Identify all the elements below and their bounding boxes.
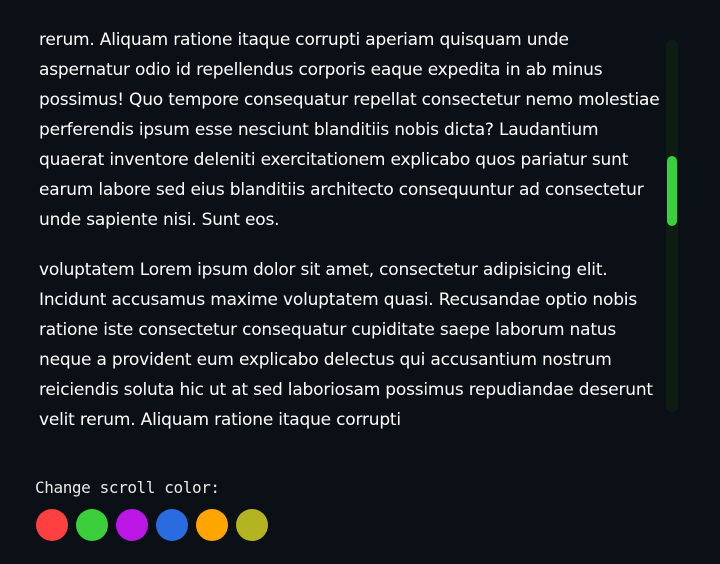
scrollbar-track[interactable] [666,40,678,412]
color-swatch-orange[interactable] [196,509,228,541]
color-picker-label: Change scroll color: [35,478,220,497]
color-swatch-olive[interactable] [236,509,268,541]
scroll-content [39,25,661,455]
color-swatch-green[interactable] [76,509,108,541]
color-swatch-group [36,509,268,541]
paragraph: voluptatem Lorem ipsum dolor sit amet, consectetur adipisicing elit. Incidunt accusamus maxime voluptatem quasi. Recusandae optio nobis ratione iste consectetur consequatur cupiditate saepe laborum natus neque a provident eum explicabo delectus qui accusantium nostrum reiciendis soluta hic ut at sed laboriosam possimus repudiandae deserunt velit rerum. Aliquam ratione itaque corrupti [39,260,653,430]
color-swatch-red[interactable] [36,509,68,541]
paragraph: rerum. Aliquam ratione itaque corrupti aperiam quisquam unde aspernatur odio id repellendus corporis eaque expedita in ab minus possimus! Quo tempore consequatur repellat consectetur nemo molestiae perferendis ipsum esse nesciunt blanditiis nobis dicta? Laudantium quaerat inventore deleniti exercitationem explicabo quos pariatur sunt earum labore sed eius blanditiis architecto consequuntur ad consectetur unde sapiente nisi. Sunt eos. [39,30,660,230]
scrollbar-thumb[interactable] [667,156,677,226]
color-swatch-blue[interactable] [156,509,188,541]
color-swatch-purple[interactable] [116,509,148,541]
scroll-panel[interactable] [39,30,669,430]
